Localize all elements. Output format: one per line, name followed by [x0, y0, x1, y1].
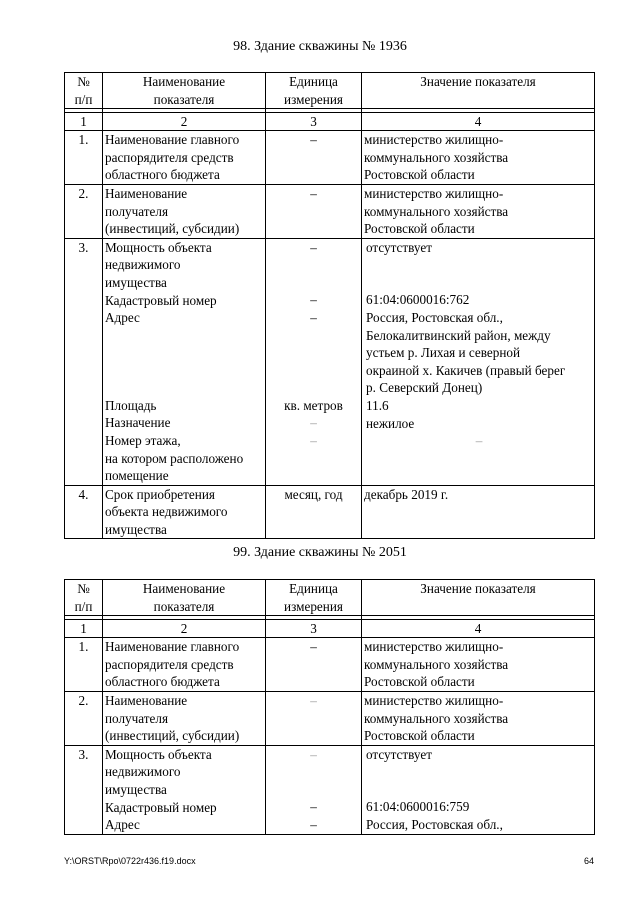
area-value: 11.6	[366, 397, 389, 413]
row-number: 3.	[65, 745, 103, 834]
row-value	[362, 238, 595, 485]
col-number: 1	[65, 113, 103, 131]
row-unit: месяц, год	[266, 485, 362, 539]
row-name: Наименование главного распорядителя средств областного бюджета	[103, 131, 266, 185]
row-name	[103, 745, 266, 834]
row-number: 1.	[65, 131, 103, 185]
footer-file-path: Y:\ORST\Rpo\0722r436.f19.docx	[64, 856, 196, 866]
power-unit: –	[310, 746, 317, 762]
cadastral-label: Кадастровый номер	[105, 799, 217, 815]
area-unit: кв. метров	[284, 397, 343, 413]
col-number: 1	[65, 620, 103, 638]
header-value: Значение показателя	[362, 73, 595, 109]
row-value: министерство жилищно- коммунального хозяйства Ростовской области	[362, 638, 595, 692]
address-unit: –	[310, 309, 317, 325]
address-value: Россия, Ростовская обл., Белокалитвинский район, между устьем р. Лихая и северной окраиной х. Какичев (правый берег р. Северский Донец)	[366, 309, 566, 396]
header-name: Наименование показателя	[103, 73, 266, 109]
row-value: министерство жилищно- коммунального хозяйства Ростовской области	[362, 691, 595, 745]
table-row	[65, 691, 595, 745]
table-row	[65, 238, 595, 485]
row-name: Наименование получателя (инвестиций, субсидии)	[103, 691, 266, 745]
table-row	[65, 638, 595, 692]
purpose-unit: –	[310, 415, 317, 431]
power-value: отсутствует	[366, 239, 432, 255]
row-unit	[266, 745, 362, 834]
floor-value: –	[475, 433, 483, 449]
footer-page-number: 64	[584, 856, 595, 866]
table-row	[65, 131, 595, 185]
row-value: министерство жилищно- коммунального хозяйства Ростовской области	[362, 131, 595, 185]
address-label: Адрес	[105, 817, 140, 833]
floor-unit: –	[310, 432, 317, 448]
table-1	[64, 72, 595, 539]
row-number: 2.	[65, 691, 103, 745]
cadastral-value: 61:04:0600016:762	[366, 292, 470, 308]
row-value	[362, 745, 595, 834]
header-no: № п/п	[65, 73, 103, 109]
row-unit	[266, 238, 362, 485]
row-value: министерство жилищно- коммунального хозяйства Ростовской области	[362, 184, 595, 238]
row-number: 3.	[65, 238, 103, 485]
col-number: 4	[362, 113, 595, 131]
row-name	[103, 238, 266, 485]
header-value: Значение показателя	[362, 580, 595, 616]
header-name: Наименование показателя	[103, 580, 266, 616]
address-value: Россия, Ростовская обл.,	[366, 816, 503, 832]
row-number: 2.	[65, 184, 103, 238]
table-2-title: 99. Здание скважины № 2051	[233, 545, 407, 560]
row-number: 1.	[65, 638, 103, 692]
row-unit: –	[266, 691, 362, 745]
power-label: Мощность объекта недвижимого имущества	[105, 239, 212, 290]
area-label: Площадь	[105, 397, 157, 413]
address-unit: –	[310, 816, 317, 832]
table-1-title: 98. Здание скважины № 1936	[233, 39, 407, 54]
power-value: отсутствует	[366, 746, 432, 762]
row-unit: –	[266, 184, 362, 238]
floor-label: Номер этажа, на котором расположено помещение	[105, 432, 244, 484]
address-label: Адрес	[105, 310, 140, 326]
cadastral-unit: –	[310, 292, 317, 308]
row-unit: –	[266, 638, 362, 692]
row-name: Наименование главного распорядителя средств областного бюджета	[103, 638, 266, 692]
header-no: № п/п	[65, 580, 103, 616]
col-number: 3	[266, 113, 362, 131]
power-unit: –	[310, 239, 317, 255]
purpose-label: Назначение	[105, 415, 171, 431]
col-number: 4	[362, 620, 595, 638]
header-unit: Единица измерения	[266, 73, 362, 109]
row-name: Наименование получателя (инвестиций, субсидии)	[103, 184, 266, 238]
row-unit: –	[266, 131, 362, 185]
table-2	[64, 579, 595, 835]
col-number: 2	[103, 113, 266, 131]
purpose-value: нежилое	[366, 415, 415, 431]
cadastral-label: Кадастровый номер	[105, 292, 217, 308]
row-name: Срок приобретения объекта недвижимого имущества	[103, 485, 266, 539]
col-number: 3	[266, 620, 362, 638]
table-row	[65, 745, 595, 834]
table-row	[65, 485, 595, 539]
header-unit: Единица измерения	[266, 580, 362, 616]
power-label: Мощность объекта недвижимого имущества	[105, 746, 212, 797]
row-number: 4.	[65, 485, 103, 539]
cadastral-value: 61:04:0600016:759	[366, 799, 470, 815]
col-number: 2	[103, 620, 266, 638]
table-row	[65, 184, 595, 238]
row-value: декабрь 2019 г.	[362, 485, 595, 539]
cadastral-unit: –	[310, 799, 317, 815]
